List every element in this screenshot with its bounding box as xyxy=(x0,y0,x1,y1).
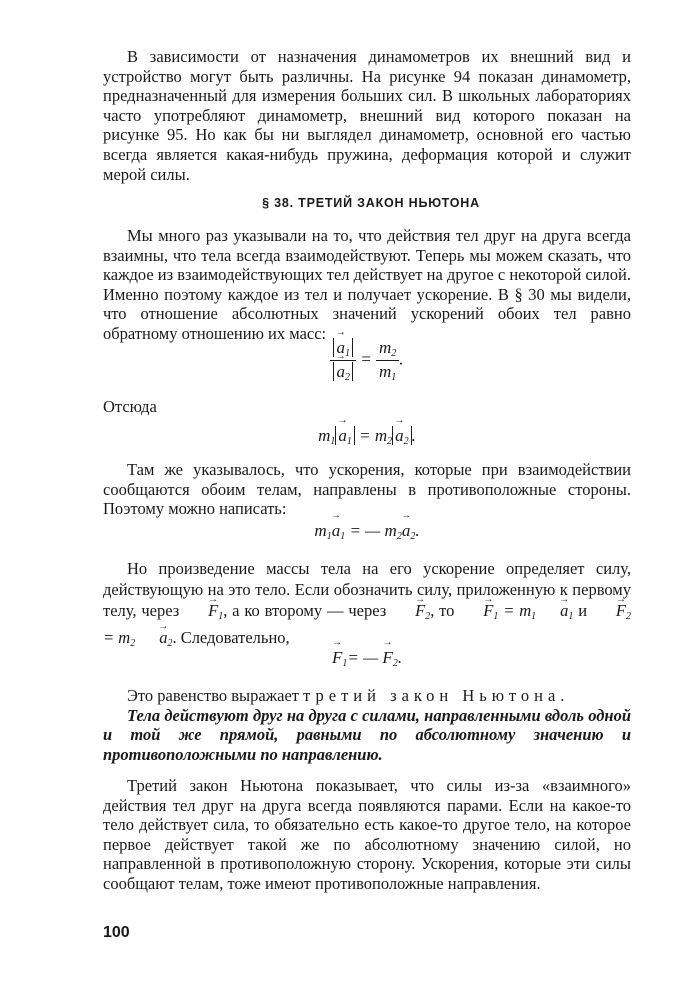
formula-mass-times-acceleration: $m_1\to a_1 = m_2\to a_2$ . xyxy=(103,426,631,447)
page-number: 100 xyxy=(103,924,130,941)
otsyuda-label: Отсюда xyxy=(103,397,157,416)
paragraph-text: Там же указывалось, что ускорения, которые при взаимодействии сообщаются обоим телам, направлены в противоположные стороны. Поэтому можно написать: xyxy=(103,460,631,519)
law-statement: Тела действуют друг на друга с силами, направленными вдоль одной и той же прямой, равными по абсолютному значению и противоположными по направлению. xyxy=(103,705,631,764)
paragraph-text: Но произведение массы тела на его ускорение определяет силу, действующую на это тело. Если обозначить силу, приложенную к первому телу, через → $F_1$, а ко второму — через → $F_2$, то → $F_1 = m_1\to a_1$ $и \to F_2 = m_2\to a_2$. Следовательно, xyxy=(103,558,631,654)
law-name: третий закон Ньютона. xyxy=(303,686,570,705)
paragraph-text: Третий закон Ньютона показывает, что силы из-за «взаимного» действия тел друг на друга всегда появляются парами. Если на какое-то тело действует сила, то обязательно есть какое-то другое тело, на которое первое действует такой же по абсолютному значению силой, но направленной в противоположную сторону. Ускорения, которые эти силы сообщают телам, тоже имеют противоположные направления. xyxy=(103,776,631,893)
paragraph-text: Мы много раз указывали на то, что действия тел друг на друга всегда взаимны, что тела всегда взаимодействуют. Теперь мы можем сказать, что каждое из взаимодействующих тел действует на другое с некоторой силой. Именно поэтому каждое из тел и получает ускорение. В § 30 мы видели, что отношение абсолютных значений ускорений обоих тел равно обратному отношению их масс: xyxy=(103,226,631,343)
paragraph-dynamometer xyxy=(103,47,631,184)
fraction-accelerations: → $a_1$ → $a_2$ xyxy=(330,338,356,383)
formula-vector-equality: $m_1\to a_1$ = — $m_2\to a_2$. xyxy=(103,521,631,542)
paragraph-force-pairs xyxy=(103,776,631,894)
paragraph-third-law-statement xyxy=(103,686,631,764)
paragraph-interaction xyxy=(103,226,631,344)
paragraph-force-definition xyxy=(103,558,631,654)
formula-acceleration-ratio: → $a_1$ → $a_2$ = $\frac{m_2}{m_1}$ . xyxy=(103,338,631,383)
formula-third-law: → $F_1=$ — → $F_2$. xyxy=(103,648,631,669)
paragraph-opposite-directions xyxy=(103,460,631,519)
equals-sign: = xyxy=(360,349,372,369)
section-heading: § 38. ТРЕТИЙ ЗАКОН НЬЮТОНА xyxy=(262,196,480,210)
paragraph-text: В зависимости от назначения динамометров их внешний вид и устройство могут быть различны. На рисунке 94 показан динамометр, предназначенный для измерения больших сил. В школьных лабораториях часто употребляют динамометр, внешний вид которого показан на рисунке 95. Но как бы ни выглядел динамометр, основной его частью всегда является какая-нибудь пружина, деформация которой и служит мерой силы. xyxy=(103,47,631,184)
paragraph-text: Это равенство выражает третий закон Ньютона. xyxy=(127,686,570,705)
fraction-masses: $\frac{m_2}{m_1}$ xyxy=(376,338,399,383)
